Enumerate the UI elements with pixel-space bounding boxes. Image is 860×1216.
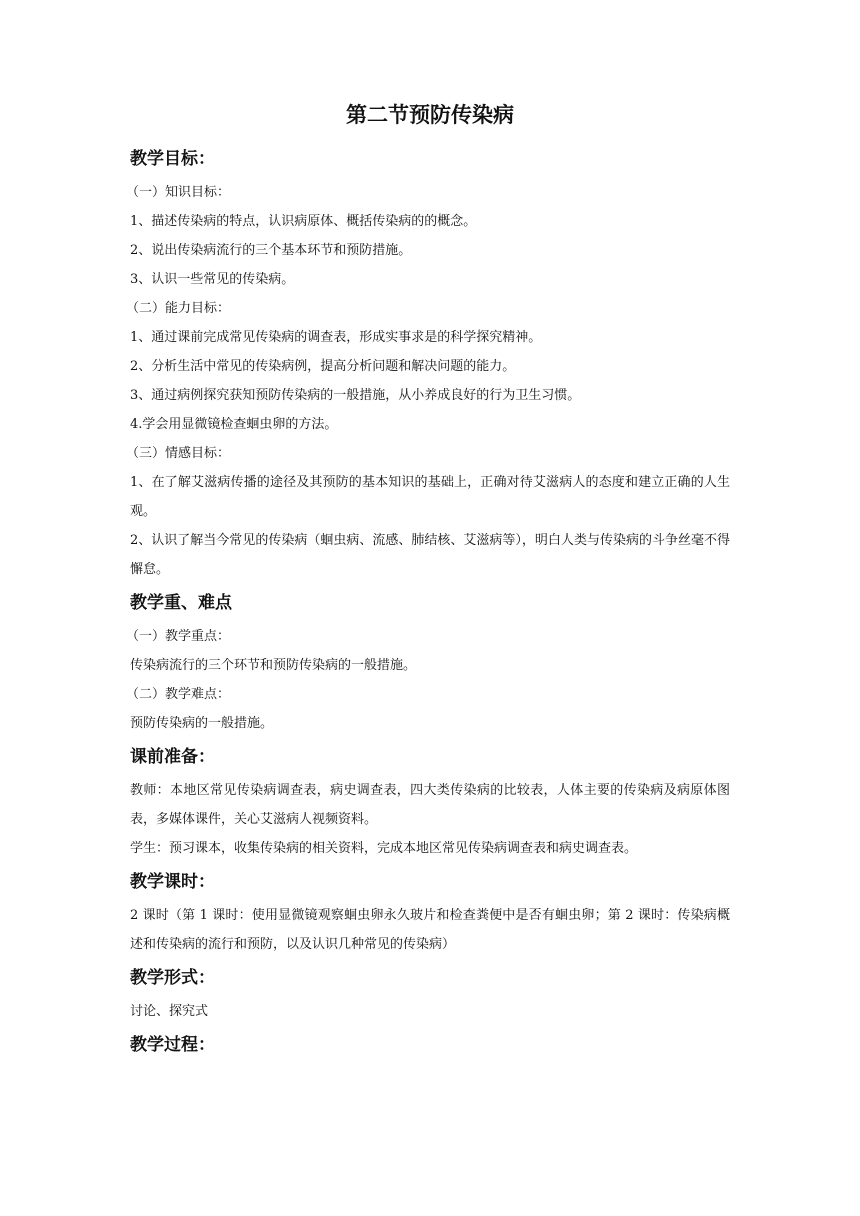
process-heading: 教学过程： xyxy=(130,1035,215,1055)
preparation-heading: 课前准备： xyxy=(130,747,215,767)
teacher-preparation: 教师：本地区常见传染病调查表，病史调查表，四大类传染病的比较表，人体主要的传染病及病原体图表，多媒体课件，关心艾滋病人视频资料。 xyxy=(130,783,730,827)
difficulty-label: （二）教学难点： xyxy=(126,687,231,702)
difficulty-text: 预防传染病的一般措施。 xyxy=(130,716,274,731)
emotion-objectives-label: （三）情感目标： xyxy=(126,446,231,461)
ability-item: 4.学会用显微镜检查蛔虫卵的方法。 xyxy=(130,417,338,432)
periods-text: 2 课时（第 1 课时：使用显微镜观察蛔虫卵永久玻片和检查粪便中是否有蛔虫卵；第 2 课时：传染病概述和传染病的流行和预防，以及认识几种常见的传染病） xyxy=(130,908,730,952)
knowledge-objectives-label: （一）知识目标： xyxy=(126,185,231,200)
periods-heading: 教学课时： xyxy=(130,872,215,892)
format-text: 讨论、探究式 xyxy=(130,1004,209,1019)
ability-item: 3、通过病例探究获知预防传染病的一般措施，从小养成良好的行为卫生习惯。 xyxy=(130,388,581,403)
student-preparation: 学生：预习课本，收集传染病的相关资料，完成本地区常见传染病调查表和病史调查表。 xyxy=(130,841,638,856)
objectives-heading: 教学目标： xyxy=(130,149,215,169)
format-heading: 教学形式： xyxy=(130,968,215,988)
key-points-heading: 教学重、难点 xyxy=(130,593,232,613)
ability-item: 2、分析生活中常见的传染病例，提高分析问题和解决问题的能力。 xyxy=(130,359,516,374)
document-title: 第二节预防传染病 xyxy=(346,103,514,127)
knowledge-item: 3、认识一些常见的传染病。 xyxy=(130,272,295,287)
document-page xyxy=(126,100,730,1064)
focus-label: （一）教学重点： xyxy=(126,629,231,644)
knowledge-item: 1、描述传染病的特点，认识病原体、概括传染病的的概念。 xyxy=(130,214,477,229)
emotion-item: 2、认识了解当今常见的传染病（蛔虫病、流感、肺结核、艾滋病等），明白人类与传染病的斗争丝毫不得懈怠。 xyxy=(130,533,730,577)
ability-objectives-label: （二）能力目标： xyxy=(126,301,231,316)
emotion-item: 1、在了解艾滋病传播的途径及其预防的基本知识的基础上，正确对待艾滋病人的态度和建立正确的人生观。 xyxy=(130,475,730,519)
focus-text: 传染病流行的三个环节和预防传染病的一般措施。 xyxy=(130,658,417,673)
ability-item: 1、通过课前完成常见传染病的调查表，形成实事求是的科学探究精神。 xyxy=(130,330,542,345)
knowledge-item: 2、说出传染病流行的三个基本环节和预防措施。 xyxy=(130,243,412,258)
